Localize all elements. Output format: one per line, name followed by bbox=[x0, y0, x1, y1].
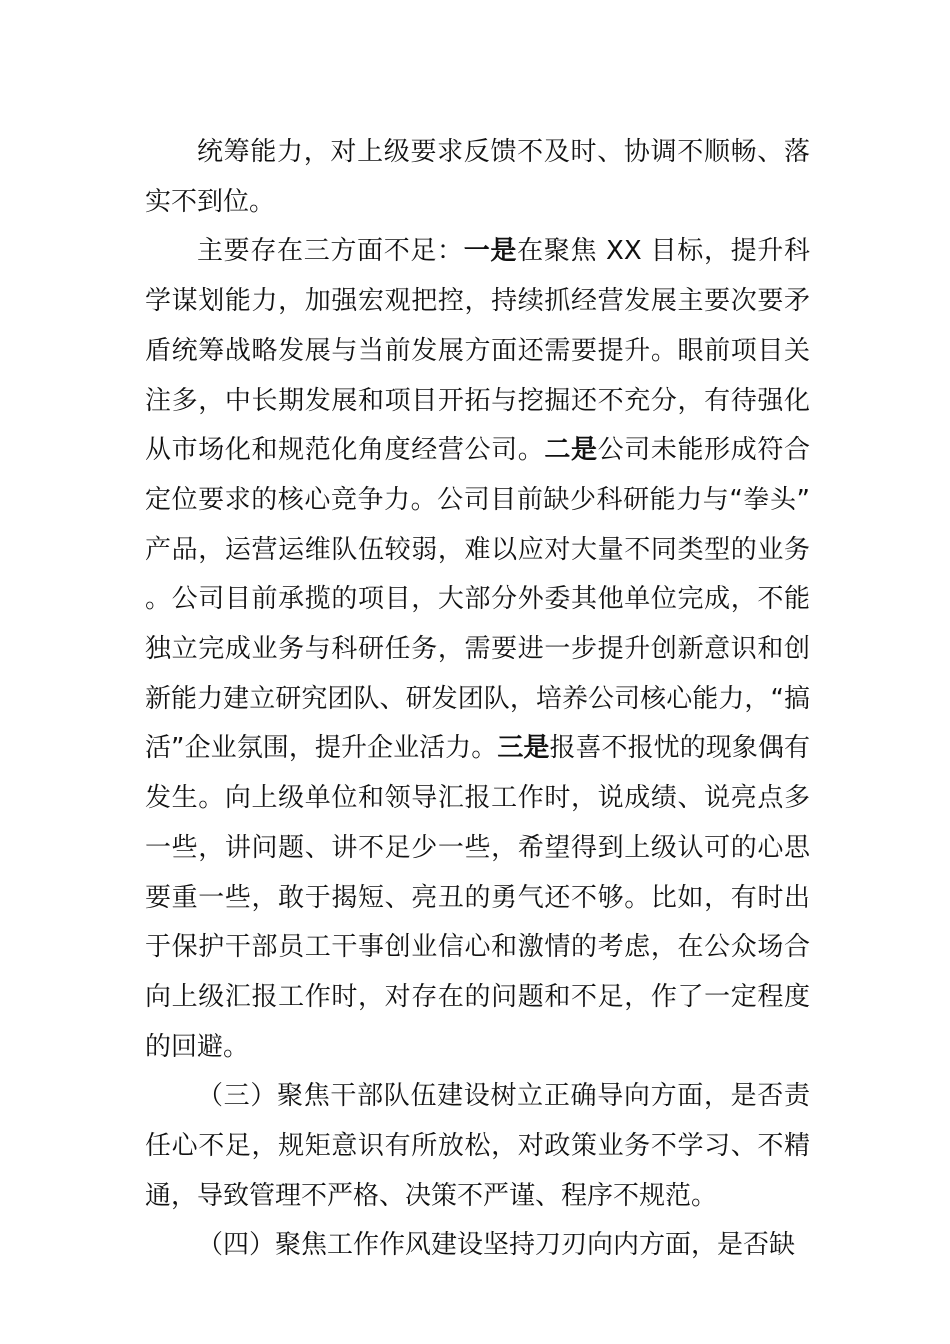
paragraph-3 bbox=[145, 1072, 810, 1221]
text-segment: （三）聚焦干部队伍建设树立正确导向方面，是否责任心不足，规矩意识有所放松，对政策业务不学习、不精通，导致管理不严格、决策不严谨、程序不规范。 bbox=[145, 1081, 810, 1211]
text-segment: （四）聚焦工作作风建设坚持刀刃向内方面，是否缺 bbox=[197, 1230, 796, 1261]
text-segment: 在聚焦 XX 目标，提升科学谋划能力，加强宏观把控，持续抓经营发展主要次要矛盾统筹战略发展与当前发展方面还需要提升。眼前项目关注多，中长期发展和项目开拓与挖掘还不充分，有待强化从市场化和规范化角度经营公司。 bbox=[145, 236, 810, 466]
text-segment: 报喜不报忧的现象偶有发生。向上级单位和领导汇报工作时，说成绩、说亮点多一些，讲问题、讲不足少一些，希望得到上级认可的心思要重一些，敢于揭短、亮丑的勇气还不够。比如，有时出于保护干部员工干事创业信心和激情的考虑，在公众场合向上级汇报工作时，对存在的问题和不足，作了一定程度的回避。 bbox=[145, 733, 810, 1062]
emphasis-yi-shi: 一是 bbox=[463, 236, 518, 267]
paragraph-2 bbox=[145, 227, 810, 1072]
document-body bbox=[145, 128, 810, 1271]
text-segment: 统筹能力，对上级要求反馈不及时、协调不顺畅、落实不到位。 bbox=[145, 137, 810, 217]
emphasis-er-shi: 二是 bbox=[544, 435, 598, 466]
paragraph-1 bbox=[145, 128, 810, 227]
text-segment: 公司未能形成符合定位要求的核心竞争力。公司目前缺少科研能力与“拳头”产品，运营运维队伍较弱，难以应对大量不同类型的业务。公司目前承揽的项目，大部分外委其他单位完成，不能独立完成业务与科研任务，需要进一步提升创新意识和创新能力建立研究团队、研发团队，培养公司核心能力，“搞活”企业氛围，提升企业活力。 bbox=[145, 435, 810, 764]
paragraph-4 bbox=[145, 1221, 810, 1271]
text-segment: 主要存在三方面不足： bbox=[197, 236, 464, 267]
emphasis-san-shi: 三是 bbox=[497, 733, 550, 764]
